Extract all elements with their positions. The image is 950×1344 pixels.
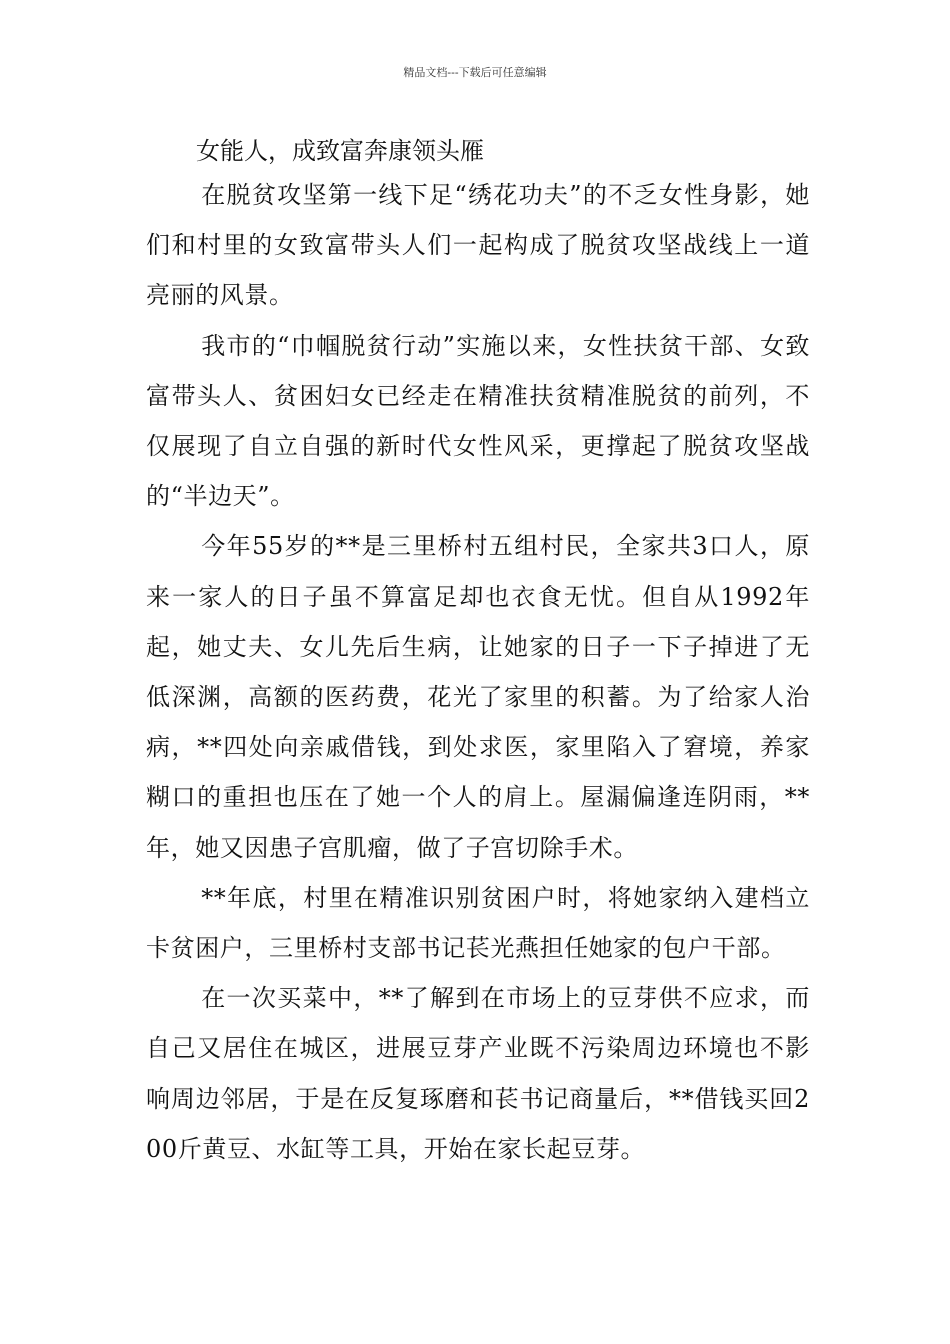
paragraph-2: 我市的“巾帼脱贫行动”实施以来，女性扶贫干部、女致富带头人、贫困妇女已经走在精准扶贫精准脱贫的前列，不仅展现了自立自强的新时代女性风采，更撑起了脱贫攻坚战的“半边天”。 [146,331,810,511]
paragraph-3: 今年55岁的**是三里桥村五组村民，全家共3口人，原来一家人的日子虽不算富足却也衣食无忧。但自从1992年起，她丈夫、女儿先后生病，让她家的日子一下子掉进了无低深渊，高额的医药费，花光了家里的积蓄。为了给家人治病，**四处向亲戚借钱，到处求医，家里陷入了窘境，养家糊口的重担也压在了她一个人的肩上。屋漏偏逢连阴雨，**年，她又因患子宫肌瘤，做了子宫切除手术。 [146,532,810,862]
document-body [146,132,810,1174]
paragraph-5: 在一次买菜中，**了解到在市场上的豆芽供不应求，而自己又居住在城区，进展豆芽产业既不污染周边环境也不影响周边邻居，于是在反复琢磨和苌书记商量后，**借钱买回200斤黄豆、水缸等工具，开始在家长起豆芽。 [146,984,810,1163]
article-title: 女能人，成致富奔康领头雁 [196,137,484,165]
page-header: 精品文档---下载后可任意编辑 [403,66,547,79]
paragraph-4: **年底，村里在精准识别贫困户时，将她家纳入建档立卡贫困户，三里桥村支部书记苌光燕担任她家的包户干部。 [146,883,810,963]
paragraph-1: 在脱贫攻坚第一线下足“绣花功夫”的不乏女性身影，她们和村里的女致富带头人们一起构成了脱贫攻坚战线上一道亮丽的风景。 [146,181,810,310]
